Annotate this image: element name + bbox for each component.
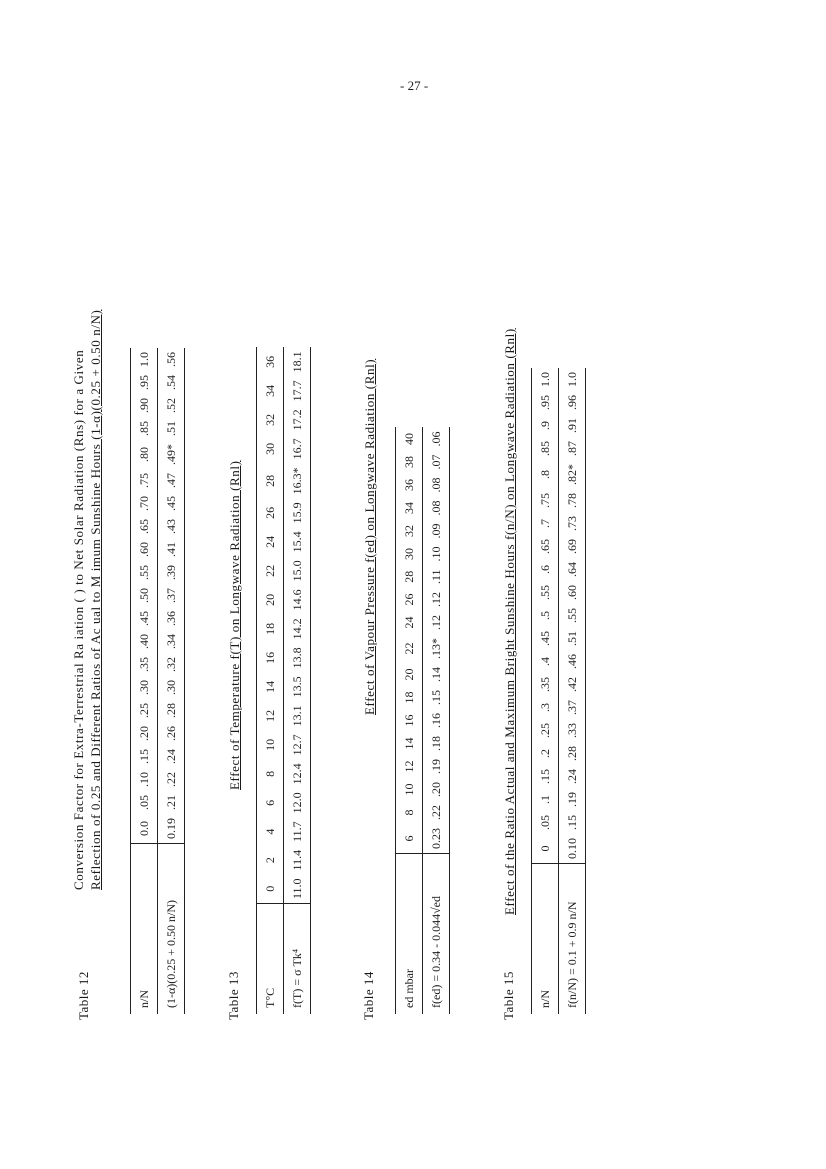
table-cell: 1.0 (564, 372, 579, 387)
table-cell: .15 (428, 690, 443, 705)
table-cell: 4 (257, 817, 284, 846)
table-15-row-header (532, 368, 559, 1014)
table-cell: 28 (396, 565, 423, 588)
table-cell: .54 (163, 375, 178, 390)
table-cell: 13.5 (289, 676, 304, 698)
table-cell: 13.1 (289, 705, 304, 727)
table-cell: 15.0 (289, 560, 304, 582)
table-cell: 32 (257, 405, 284, 434)
table-12-caption-line1: Conversion Factor for Extra-Terrestrial Ra iation ( ) to Net Solar Radiation (Rns) for a Given (71, 349, 86, 890)
table-13-label: Table 13 (226, 971, 241, 1020)
table-cell: .15 (532, 765, 559, 788)
table-cell: 1.0 (532, 368, 559, 391)
table-cell: 0.0 (131, 814, 158, 844)
table-cell: 11.0 (289, 878, 304, 899)
table-cell: .55 (131, 561, 158, 584)
table-cell: .45 (163, 496, 178, 511)
table-cell: 18 (396, 686, 423, 709)
table-cell: .1 (532, 788, 559, 811)
table-cell: .80 (131, 440, 158, 469)
table-cell: 30 (257, 434, 284, 463)
table-12 (130, 348, 185, 1014)
table-cell: .73 (564, 516, 579, 531)
table-cell: .52 (163, 398, 178, 413)
table-cell: 16.7 (289, 438, 304, 460)
table-13-caption (226, 460, 243, 790)
table-cell: .41 (163, 542, 178, 557)
table-cell: .7 (532, 512, 559, 535)
table-cell: .15 (564, 815, 579, 830)
table-14 (395, 427, 450, 1014)
table-cell: .11 (428, 569, 443, 584)
table-cell: 6 (257, 788, 284, 817)
table-cell: .18 (428, 736, 443, 751)
table-cell: .10 (131, 768, 158, 791)
table-cell: .91 (564, 418, 579, 433)
table-13-row2-label: f(T) = σ Tk⁴ (284, 904, 311, 1015)
table-cell: 28 (257, 463, 284, 498)
table-cell: .28 (163, 703, 178, 718)
table-15-caption (501, 328, 518, 915)
table-12-row-header (131, 348, 158, 1014)
table-cell: 12.7 (289, 734, 304, 756)
table-cell: 11.4 (289, 849, 304, 871)
table-cell: 18 (257, 614, 284, 643)
table-cell: .56 (163, 352, 178, 367)
table-cell: .95 (131, 371, 158, 394)
table-cell: 12.4 (289, 763, 304, 785)
table-cell: .85 (131, 417, 158, 440)
table-13-row-values (284, 347, 311, 1014)
table-cell: .4 (532, 650, 559, 673)
table-cell: 24 (396, 611, 423, 634)
table-cell: .75 (131, 469, 158, 492)
table-cell: 16 (257, 643, 284, 672)
table-cell: .12 (428, 592, 443, 607)
table-cell: .16 (428, 713, 443, 728)
table-cell: .55 (532, 581, 559, 604)
table-cell: 1.0 (131, 348, 158, 371)
table-cell: .51 (163, 421, 178, 436)
table-cell: 34 (396, 496, 423, 519)
table-12-row-values (158, 348, 185, 1014)
table-cell: .33 (564, 723, 579, 738)
table-cell: .26 (163, 726, 178, 741)
table-cell: 17.7 (289, 380, 304, 402)
table-cell: .55 (564, 608, 579, 623)
table-cell: 0.10 (564, 838, 579, 859)
table-cell: 30 (396, 542, 423, 565)
table-12-caption-line2: Reflection of 0.25 and Different Ratios of Ac ual to M imum Sunshine Hours (1-α)(0.25 + 0.50 n/N) (88, 309, 103, 890)
table-cell: 32 (396, 519, 423, 542)
table-cell: 0.23 (428, 828, 443, 849)
table-cell: 14 (396, 732, 423, 755)
table-cell: 22 (396, 634, 423, 663)
table-cell: .14 (428, 667, 443, 682)
table-cell: .07 (428, 454, 443, 470)
table-14-row-header (396, 427, 423, 1014)
table-cell: .30 (163, 680, 178, 695)
table-cell: 16 (396, 709, 423, 732)
table-cell: .43 (163, 519, 178, 534)
table-13-row-header (257, 347, 284, 1014)
table-cell: .70 (131, 492, 158, 515)
table-cell: 17.2 (289, 409, 304, 431)
table-cell: .37 (564, 700, 579, 715)
table-cell: .06 (428, 431, 443, 447)
table-13-row1-label: T°C (257, 904, 284, 1015)
table-cell: 14 (257, 672, 284, 701)
table-cell: .08 (428, 500, 443, 516)
table-cell: .85 (532, 437, 559, 460)
table-cell: .22 (428, 805, 443, 820)
table-cell: .65 (131, 515, 158, 538)
table-cell: .20 (131, 722, 158, 745)
table-cell: .19 (428, 759, 443, 774)
table-13-caption-text: Effect of Temperature f(T) on Longwave Radiation (Rnl) (227, 460, 242, 790)
table-12-row1-label: n/N (131, 844, 158, 1015)
table-cell: .50 (131, 584, 158, 607)
table-cell: .39 (163, 565, 178, 580)
table-cell: .82* (564, 464, 579, 485)
table-cell: .35 (131, 653, 158, 676)
table-cell: .78 (564, 493, 579, 508)
table-cell: .32 (163, 657, 178, 672)
table-cell: .96 (564, 395, 579, 410)
table-14-row1-label: ed mbar (396, 854, 423, 1015)
table-cell: .36 (163, 611, 178, 626)
table-15-caption-text: Effect of the Ratio Actual and Maximum Bright Sunshine Hours f(n/N) on Longwave Radiation (Rnl) (502, 328, 517, 915)
table-cell: 36 (396, 473, 423, 496)
table-cell: .8 (532, 460, 559, 489)
table-cell: 10 (257, 730, 284, 759)
table-cell: .28 (564, 746, 579, 761)
table-14-row-values (423, 427, 450, 1014)
table-cell: 8 (396, 801, 423, 824)
table-cell: 8 (257, 759, 284, 788)
table-cell: .6 (532, 558, 559, 581)
table-cell: .12 (428, 615, 443, 630)
table-cell: .95 (532, 391, 559, 414)
table-cell: 34 (257, 376, 284, 405)
table-cell: .13* (428, 638, 443, 659)
table-cell: .2 (532, 742, 559, 765)
table-cell: .19 (564, 792, 579, 807)
table-cell: 12.0 (289, 792, 304, 814)
table-cell: .42 (564, 677, 579, 692)
table-cell: .10 (428, 546, 443, 562)
table-12-caption (70, 310, 104, 1020)
table-cell: 11.7 (289, 821, 304, 842)
table-cell: .87 (564, 441, 579, 456)
table-cell: .21 (163, 795, 178, 810)
table-cell: 6 (396, 824, 423, 854)
table-cell: .40 (131, 630, 158, 653)
table-cell: .69 (564, 539, 579, 554)
table-cell: 12 (396, 755, 423, 778)
table-cell: .30 (131, 676, 158, 699)
table-cell: .75 (532, 489, 559, 512)
table-cell: .60 (564, 585, 579, 600)
table-cell: .5 (532, 604, 559, 627)
table-cell: 24 (257, 527, 284, 556)
table-cell: .35 (532, 673, 559, 696)
table-12-row2-label: (1-α)(0.25 + 0.50 n/N) (158, 844, 185, 1015)
table-cell: 40 (396, 427, 423, 450)
table-cell: 0.19 (163, 818, 178, 839)
table-14-caption (361, 359, 378, 715)
table-cell: 36 (257, 347, 284, 376)
table-cell: 20 (257, 585, 284, 614)
table-cell: 26 (257, 498, 284, 527)
page-number: - 27 - (400, 78, 429, 93)
table-cell: .05 (532, 811, 559, 834)
table-cell: .34 (163, 634, 178, 649)
table-cell: 0 (257, 874, 284, 903)
table-cell: .65 (532, 535, 559, 558)
table-cell: .25 (131, 699, 158, 722)
table-14-label: Table 14 (361, 971, 376, 1020)
table-cell: 16.3* (289, 467, 304, 495)
table-cell: .3 (532, 696, 559, 719)
table-cell: 14.2 (289, 618, 304, 640)
table-cell: 10 (396, 778, 423, 801)
table-cell: 0 (532, 834, 559, 864)
table-cell: .05 (131, 791, 158, 814)
table-cell: .60 (131, 538, 158, 561)
table-cell: .46 (564, 654, 579, 669)
table-cell: .08 (428, 477, 443, 493)
table-cell: .20 (428, 782, 443, 797)
table-cell: .22 (163, 772, 178, 787)
table-cell: .51 (564, 631, 579, 646)
table-cell: 38 (396, 450, 423, 473)
table-15-row1-label: n/N (532, 864, 559, 1015)
table-cell: .15 (131, 745, 158, 768)
table-15-row-values (559, 368, 586, 1014)
table-12-label: Table 12 (76, 971, 91, 1020)
table-cell: 22 (257, 556, 284, 585)
table-15 (531, 368, 586, 1014)
table-cell: .64 (564, 562, 579, 577)
table-cell: 18.1 (289, 351, 304, 373)
rotated-content (0, 120, 579, 1020)
table-cell: .45 (532, 627, 559, 650)
table-14-row2-label: f(ed) = 0.34 - 0.044√ed (423, 854, 450, 1015)
table-14-caption-text: Effect of Vapour Pressure f(ed) on Longwave Radiation (Rnl) (362, 358, 377, 715)
table-cell: .45 (131, 607, 158, 630)
table-cell: .9 (532, 414, 559, 437)
table-cell: 2 (257, 846, 284, 875)
table-cell: .24 (163, 749, 178, 764)
table-cell: 20 (396, 663, 423, 686)
table-cell: .09 (428, 523, 443, 539)
table-cell: 12 (257, 701, 284, 730)
table-cell: 14.6 (289, 589, 304, 611)
table-cell: 26 (396, 588, 423, 611)
table-cell: .25 (532, 719, 559, 742)
table-15-label: Table 15 (501, 971, 516, 1020)
table-cell: .90 (131, 394, 158, 417)
table-cell: .37 (163, 588, 178, 603)
table-15-row2-label: f(n/N) = 0.1 + 0.9 n/N (559, 864, 586, 1015)
table-cell: .49* (163, 444, 178, 465)
table-13 (256, 347, 311, 1014)
table-cell: 15.9 (289, 502, 304, 524)
table-cell: .24 (564, 769, 579, 784)
table-cell: 15.4 (289, 531, 304, 553)
table-cell: 13.8 (289, 647, 304, 669)
table-cell: .47 (163, 473, 178, 488)
